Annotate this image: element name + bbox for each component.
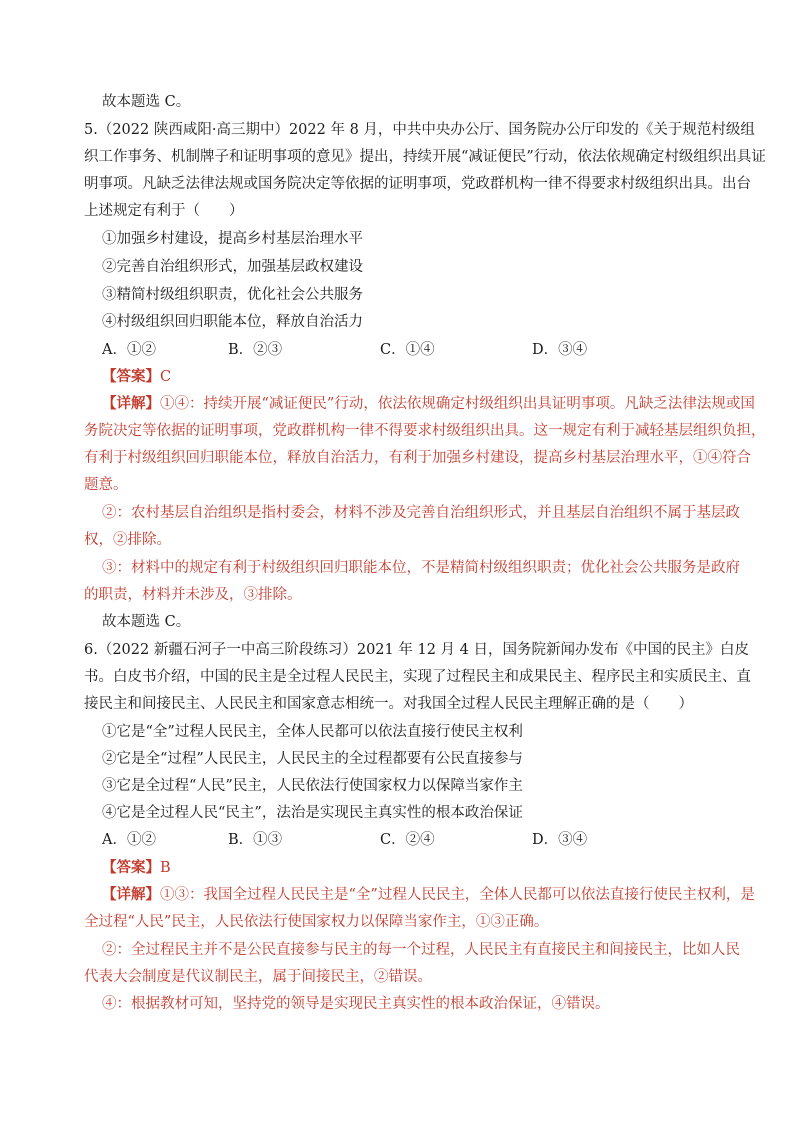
- option-c: C．②④: [380, 832, 435, 848]
- question-5-stem-line: 上述规定有利于（ ）: [84, 203, 244, 219]
- answer-label: 【答案】: [102, 368, 160, 385]
- question-6-detail-line: 代表大会制度是代议制民主，属于间接民主，②错误。: [84, 969, 432, 985]
- conclusion-line: 故本题选 C。: [102, 94, 191, 110]
- question-6-detail: [102, 885, 755, 905]
- question-5-answer: [102, 367, 171, 387]
- option-b: B．②③: [228, 342, 283, 358]
- question-5-stem-line: 5.（2022 陕西咸阳·高三期中）2022 年 8 月，中共中央办公厅、国务院办公厅印发的《关于规范村级组: [84, 122, 755, 138]
- question-5-stem-line: 织工作事务、机制牌子和证明事项的意见》提出，持续开展“减证便民”行动，依法依规确定村级组织出具证: [84, 149, 766, 165]
- question-6-detail-line: 全过程“人民”民主，人民依法行使国家权力以保障当家作主，①③正确。: [84, 914, 549, 930]
- question-5-detail-line: 的职责，材料并未涉及，③排除。: [84, 587, 302, 603]
- question-5-detail-line: ③：材料中的规定有利于村级组织回归职能本位，不是精简村级组织职责；优化社会公共服务是政府: [102, 560, 740, 576]
- question-5-statement: ①加强乡村建设，提高乡村基层治理水平: [102, 231, 363, 247]
- question-6-stem-line: 书。白皮书介绍，中国的民主是全过程人民民主，实现了过程民主和成果民主、程序民主和实质民主、直: [84, 669, 751, 685]
- question-6-stem-line: 接民主和间接民主、人民民主和国家意志相统一。对我国全过程人民民主理解正确的是（ ）: [84, 696, 693, 712]
- question-6-statement: ③它是全过程“人民”民主，人民依法行使国家权力以保障当家作主: [102, 778, 523, 794]
- question-5-detail: [102, 394, 755, 414]
- question-5-statement: ②完善自治组织形式，加强基层政权建设: [102, 259, 363, 275]
- detail-text: ①④：持续开展“减证便民”行动，依法依规确定村级组织出具证明事项。凡缺乏法律法规或国: [160, 396, 755, 412]
- question-5-detail-line: 题意。: [84, 477, 128, 493]
- question-5-options: [102, 340, 722, 360]
- question-6-stem-line: 6.（2022 新疆石河子一中高三阶段练习）2021 年 12 月 4 日，国务院新闻办发布《中国的民主》白皮: [84, 642, 749, 658]
- option-a: A．①②: [102, 342, 156, 358]
- question-5-detail-line: 务院决定等依据的证明事项，党政群机构一律不得要求村级组织出具。这一规定有利于减轻基层组织负担，: [84, 423, 766, 439]
- question-6-statement: ②它是全“过程”人民民主，人民民主的全过程都要有公民直接参与: [102, 751, 523, 767]
- option-d: D．③④: [532, 832, 588, 848]
- question-6-answer: [102, 858, 171, 878]
- detail-label: 【详解】: [102, 886, 160, 903]
- question-5-statement: ③精简村级组织职责，优化社会公共服务: [102, 287, 363, 303]
- question-5-detail-line: ②：农村基层自治组织是指村委会，材料不涉及完善自治组织形式，并且基层自治组织不属于基层政: [102, 505, 740, 521]
- question-6-detail-line: ④：根据教材可知，坚持党的领导是实现民主真实性的根本政治保证，④错误。: [102, 996, 610, 1012]
- question-5-detail-line: 有利于村级组织回归职能本位，释放自治活力，有利于加强乡村建设，提高乡村基层治理水平，①④符合: [84, 450, 751, 466]
- question-6-statement: ④它是全过程人民“民主”，法治是实现民主真实性的根本政治保证: [102, 805, 523, 821]
- question-5-statement: ④村级组织回归职能本位，释放自治活力: [102, 314, 363, 330]
- option-a: A．①②: [102, 832, 156, 848]
- question-5-stem-line: 明事项。凡缺乏法律法规或国务院决定等依据的证明事项，党政群机构一律不得要求村级组织出具。出台: [84, 176, 751, 192]
- detail-label: 【详解】: [102, 395, 160, 412]
- answer-value: B: [160, 860, 171, 876]
- option-b: B．①③: [228, 832, 283, 848]
- option-d: D．③④: [532, 342, 588, 358]
- answer-value: C: [160, 369, 172, 385]
- answer-label: 【答案】: [102, 859, 160, 876]
- option-c: C．①④: [380, 342, 435, 358]
- question-6-detail-line: ②：全过程民主并不是公民直接参与民主的每一个过程，人民民主有直接民主和间接民主，比如人民: [102, 942, 740, 958]
- question-6-options: [102, 830, 722, 850]
- question-5-detail-line: 权，②排除。: [84, 532, 171, 548]
- detail-text: ①③：我国全过程人民民主是“全”过程人民民主，全体人民都可以依法直接行使民主权利，是: [160, 887, 755, 903]
- conclusion-line: 故本题选 C。: [102, 614, 191, 630]
- question-6-statement: ①它是“全”过程人民民主，全体人民都可以依法直接行使民主权利: [102, 724, 523, 740]
